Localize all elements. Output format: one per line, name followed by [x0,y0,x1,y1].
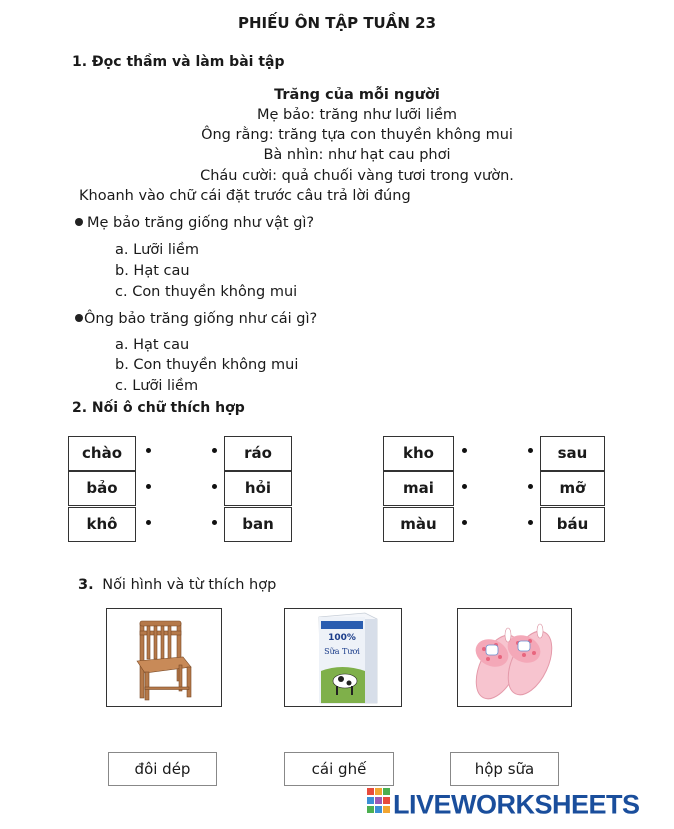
connector-dot[interactable] [212,520,217,525]
poem-line: Bà nhìn: như hạt cau phơi [263,147,451,163]
question-2-text: Ông bảo trăng giống như cái gì? [84,311,318,327]
connector-dot[interactable] [146,520,151,525]
milk-label: Sữa Tươi [324,647,360,656]
match-word-right[interactable]: mỡ [540,471,605,506]
milk-carton-image[interactable] [284,608,402,707]
section2-heading: 2. Nối ô chữ thích hợp [72,400,245,416]
section3-number: 3. [78,577,94,593]
q1-option-c[interactable]: c. Con thuyền không mui [115,284,298,300]
slippers-icon [458,609,571,706]
match-word-right[interactable]: báu [540,507,605,542]
page-title: PHIẾU ÔN TẬP TUẦN 23 [237,14,437,32]
section1-heading: 1. Đọc thầm và làm bài tập [72,54,285,70]
q1-option-b[interactable]: b. Hạt cau [115,263,190,279]
match-word-right[interactable]: ráo [224,436,292,471]
connector-dot[interactable] [528,520,533,525]
connector-dot[interactable] [146,484,151,489]
bullet-icon [75,218,83,226]
question-1-text: Mẹ bảo trăng giống như vật gì? [87,215,315,231]
question-2 [75,311,317,327]
connector-dot[interactable] [528,484,533,489]
poem-line: Cháu cười: quả chuối vàng tươi trong vườn. [200,168,514,184]
slippers-image[interactable] [457,608,572,707]
match-word-left[interactable]: màu [383,507,454,542]
match-word-left[interactable]: kho [383,436,454,471]
word-box[interactable]: đôi dép [108,752,217,786]
match-word-right[interactable]: sau [540,436,605,471]
word-box[interactable]: cái ghế [284,752,394,786]
q1-option-a[interactable]: a. Lưỡi liềm [115,242,199,258]
connector-dot[interactable] [462,448,467,453]
match-word-left[interactable]: khô [68,507,136,542]
match-word-right[interactable]: hỏi [224,471,292,506]
connector-dot[interactable] [528,448,533,453]
connector-dot[interactable] [462,520,467,525]
poem-line: Ông rằng: trăng tựa con thuyền không mui [201,127,513,143]
q2-option-c[interactable]: c. Lưỡi liềm [115,378,199,394]
poem-title: Trăng của mỗi người [274,87,440,103]
section3-heading [78,577,276,593]
connector-dot[interactable] [212,484,217,489]
connector-dot[interactable] [212,448,217,453]
bullet-icon [75,314,83,322]
connector-dot[interactable] [462,484,467,489]
liveworksheets-logo [367,788,667,822]
liveworksheets-logo-text: LIVEWORKSHEETS [393,789,640,820]
liveworksheets-logo-icon [367,788,391,821]
match-word-right[interactable]: ban [224,507,292,542]
connector-dot[interactable] [146,448,151,453]
milk-label-top: 100% [328,633,356,643]
chair-image[interactable] [106,608,222,707]
match-word-left[interactable]: mai [383,471,454,506]
section3-heading-text: Nối hình và từ thích hợp [102,577,277,593]
chair-icon [107,609,221,706]
question-1 [75,215,314,231]
word-box[interactable]: hộp sữa [450,752,559,786]
instruction: Khoanh vào chữ cái đặt trước câu trả lời đúng [79,188,411,204]
milk-carton-icon [285,609,401,706]
poem-line: Mẹ bảo: trăng như lưỡi liềm [256,107,458,123]
q2-option-a[interactable]: a. Hạt cau [115,337,190,353]
match-word-left[interactable]: chào [68,436,136,471]
q2-option-b[interactable]: b. Con thuyền không mui [115,357,299,373]
match-word-left[interactable]: bảo [68,471,136,506]
